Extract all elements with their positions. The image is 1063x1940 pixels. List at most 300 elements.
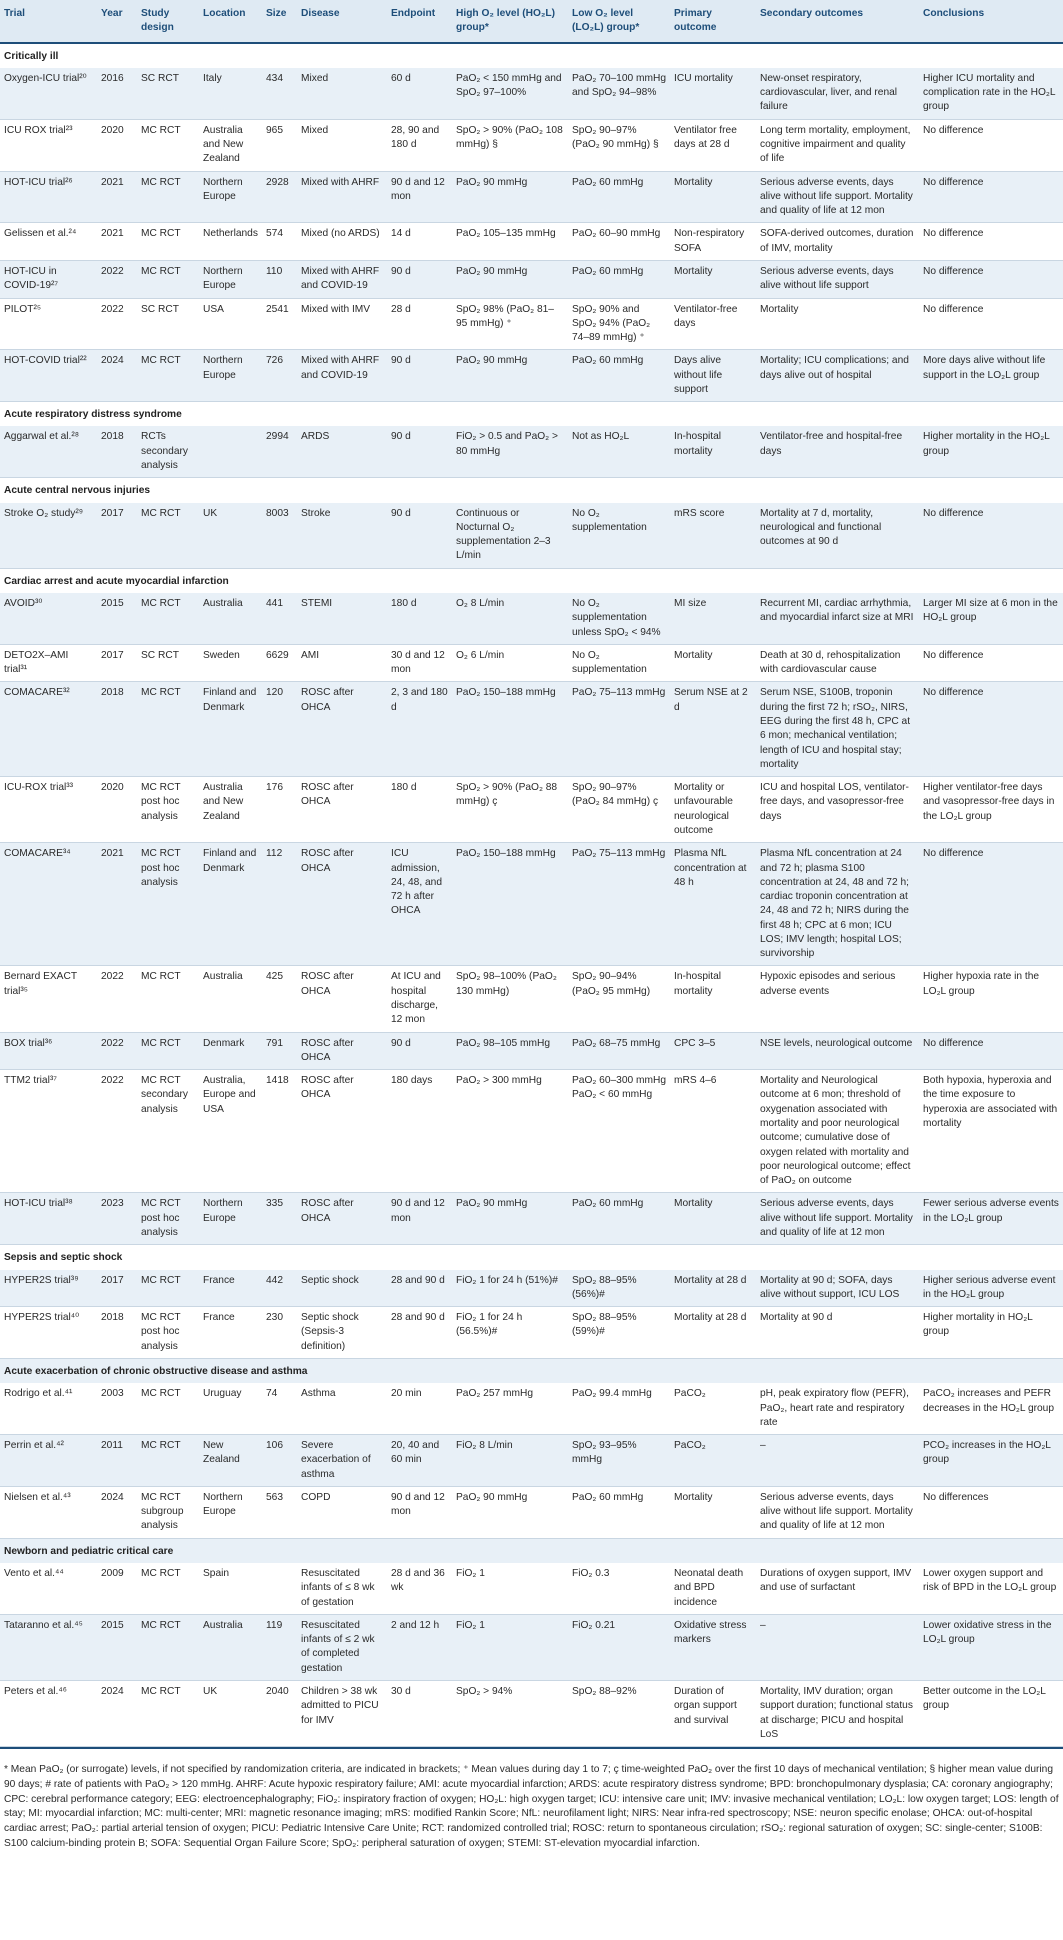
cell-year: 2017 <box>97 503 137 569</box>
cell-year: 2015 <box>97 593 137 644</box>
cell-study-design: MC RCT <box>137 1563 199 1614</box>
cell-low-o2: PaO₂ 75–113 mmHg <box>568 682 670 777</box>
cell-high-o2: PaO₂ 98–105 mmHg <box>452 1032 568 1070</box>
cell-trial: Rodrigo et al.⁴¹ <box>0 1383 97 1434</box>
cell-high-o2: PaO₂ 90 mmHg <box>452 1193 568 1245</box>
cell-year: 2022 <box>97 966 137 1032</box>
cell-study-design: MC RCT <box>137 350 199 402</box>
table-row <box>0 843 1063 966</box>
cell-high-o2: FiO₂ 1 <box>452 1563 568 1614</box>
cell-trial: COMACARE³² <box>0 682 97 777</box>
cell-low-o2: No O₂ supplementation unless SpO₂ < 94% <box>568 593 670 644</box>
header-year: Year <box>97 0 137 43</box>
cell-conclusions: No difference <box>919 644 1063 682</box>
cell-year: 2022 <box>97 260 137 298</box>
cell-primary-outcome: mRS score <box>670 503 756 569</box>
cell-low-o2: FiO₂ 0.21 <box>568 1614 670 1680</box>
table-row <box>0 426 1063 477</box>
table-row <box>0 1193 1063 1245</box>
cell-endpoint: 30 d <box>387 1681 452 1747</box>
cell-year: 2011 <box>97 1435 137 1487</box>
cell-size: 965 <box>262 119 297 171</box>
section-header <box>0 568 1063 593</box>
header-low-o2: Low O₂ level (LO₂L) group* <box>568 0 670 43</box>
cell-location: UK <box>199 1681 262 1747</box>
header-secondary-outcomes: Secondary outcomes <box>756 0 919 43</box>
cell-secondary-outcomes: Hypoxic episodes and serious adverse events <box>756 966 919 1032</box>
cell-secondary-outcomes: pH, peak expiratory flow (PEFR), PaO₂, heart rate and respiratory rate <box>756 1383 919 1434</box>
cell-high-o2: PaO₂ < 150 mmHg and SpO₂ 97–100% <box>452 68 568 119</box>
table-row <box>0 644 1063 682</box>
cell-location: Australia and New Zealand <box>199 777 262 843</box>
cell-secondary-outcomes: Serious adverse events, days alive without life support <box>756 260 919 298</box>
cell-secondary-outcomes: SOFA-derived outcomes, duration of IMV, mortality <box>756 223 919 261</box>
cell-size: 120 <box>262 682 297 777</box>
cell-secondary-outcomes: Death at 30 d, rehospitalization with cardiovascular cause <box>756 644 919 682</box>
cell-low-o2: PaO₂ 60–90 mmHg <box>568 223 670 261</box>
cell-primary-outcome: Serum NSE at 2 d <box>670 682 756 777</box>
cell-high-o2: PaO₂ 105–135 mmHg <box>452 223 568 261</box>
cell-year: 2020 <box>97 777 137 843</box>
cell-location: UK <box>199 503 262 569</box>
cell-year: 2023 <box>97 1193 137 1245</box>
table-row <box>0 1307 1063 1359</box>
cell-endpoint: 180 d <box>387 777 452 843</box>
cell-primary-outcome: PaCO₂ <box>670 1435 756 1487</box>
cell-secondary-outcomes: Recurrent MI, cardiac arrhythmia, and myocardial infarct size at MRI <box>756 593 919 644</box>
cell-endpoint: 28 d and 36 wk <box>387 1563 452 1614</box>
table-row <box>0 298 1063 350</box>
cell-trial: COMACARE³⁴ <box>0 843 97 966</box>
cell-secondary-outcomes: Serum NSE, S100B, troponin during the first 72 h; rSO₂, NIRS, EEG during the first 48 h, CPC at 6 mon; mechanical ventilation; length of ICU and hospital stay; mortality <box>756 682 919 777</box>
cell-high-o2: SpO₂ 98–100% (PaO₂ 130 mmHg) <box>452 966 568 1032</box>
cell-year: 2024 <box>97 1486 137 1538</box>
cell-year: 2022 <box>97 1032 137 1070</box>
cell-study-design: SC RCT <box>137 298 199 350</box>
cell-trial: TTM2 trial³⁷ <box>0 1070 97 1193</box>
cell-conclusions: No difference <box>919 260 1063 298</box>
cell-secondary-outcomes: Mortality; ICU complications; and days alive out of hospital <box>756 350 919 402</box>
cell-year: 2009 <box>97 1563 137 1614</box>
section-title: Acute respiratory distress syndrome <box>0 402 1063 427</box>
cell-disease: Mixed <box>297 119 387 171</box>
cell-location: Finland and Denmark <box>199 682 262 777</box>
cell-size: 119 <box>262 1614 297 1680</box>
cell-endpoint: 60 d <box>387 68 452 119</box>
cell-size: 2541 <box>262 298 297 350</box>
cell-high-o2: FiO₂ 1 <box>452 1614 568 1680</box>
cell-primary-outcome: CPC 3–5 <box>670 1032 756 1070</box>
cell-disease: ARDS <box>297 426 387 477</box>
cell-conclusions: No difference <box>919 171 1063 223</box>
cell-conclusions: Lower oxygen support and risk of BPD in the LO₂L group <box>919 1563 1063 1614</box>
cell-trial: Aggarwal et al.²⁸ <box>0 426 97 477</box>
cell-primary-outcome: Mortality <box>670 644 756 682</box>
cell-secondary-outcomes: Long term mortality, employment, cognitive impairment and quality of life <box>756 119 919 171</box>
cell-endpoint: 20, 40 and 60 min <box>387 1435 452 1487</box>
cell-conclusions: No difference <box>919 298 1063 350</box>
cell-endpoint: 90 d <box>387 1032 452 1070</box>
cell-primary-outcome: Oxidative stress markers <box>670 1614 756 1680</box>
table-body <box>0 43 1063 1747</box>
cell-secondary-outcomes: NSE levels, neurological outcome <box>756 1032 919 1070</box>
cell-trial: HYPER2S trial³⁹ <box>0 1270 97 1307</box>
cell-trial: HOT-ICU trial³⁸ <box>0 1193 97 1245</box>
cell-high-o2: O₂ 8 L/min <box>452 593 568 644</box>
table-row <box>0 68 1063 119</box>
table-row <box>0 682 1063 777</box>
cell-trial: Oxygen-ICU trial²⁰ <box>0 68 97 119</box>
cell-low-o2: FiO₂ 0.3 <box>568 1563 670 1614</box>
cell-secondary-outcomes: Plasma NfL concentration at 24 and 72 h; plasma S100 concentration at 24, 48 and 72 h; cardiac troponin concentration at 24, 48 and 72 h; NIRS during the first 48 h; CPC at 6 mon; ICU LOS; IMV length; hospital LOS; survivorship <box>756 843 919 966</box>
cell-disease: ROSC after OHCA <box>297 777 387 843</box>
cell-high-o2: SpO₂ > 90% (PaO₂ 108 mmHg) § <box>452 119 568 171</box>
cell-trial: Gelissen et al.²⁴ <box>0 223 97 261</box>
cell-size: 110 <box>262 260 297 298</box>
cell-conclusions: Higher mortality in the HO₂L group <box>919 426 1063 477</box>
cell-trial: Tataranno et al.⁴⁵ <box>0 1614 97 1680</box>
table-row <box>0 1383 1063 1434</box>
cell-study-design: SC RCT <box>137 68 199 119</box>
cell-study-design: MC RCT secondary analysis <box>137 1070 199 1193</box>
table-row <box>0 260 1063 298</box>
cell-year: 2024 <box>97 350 137 402</box>
cell-conclusions: Higher ICU mortality and complication rate in the HO₂L group <box>919 68 1063 119</box>
cell-high-o2: PaO₂ 257 mmHg <box>452 1383 568 1434</box>
cell-low-o2: PaO₂ 60 mmHg <box>568 350 670 402</box>
cell-study-design: MC RCT <box>137 1681 199 1747</box>
cell-trial: PILOT²⁵ <box>0 298 97 350</box>
cell-study-design: SC RCT <box>137 644 199 682</box>
cell-high-o2: FiO₂ 1 for 24 h (51%)# <box>452 1270 568 1307</box>
cell-year: 2018 <box>97 1307 137 1359</box>
cell-size: 2994 <box>262 426 297 477</box>
cell-high-o2: O₂ 6 L/min <box>452 644 568 682</box>
cell-disease: ROSC after OHCA <box>297 1193 387 1245</box>
cell-low-o2: SpO₂ 93–95% mmHg <box>568 1435 670 1487</box>
cell-location: Australia <box>199 966 262 1032</box>
cell-location: Australia <box>199 593 262 644</box>
cell-secondary-outcomes: Mortality at 90 d; SOFA, days alive without support, ICU LOS <box>756 1270 919 1307</box>
section-title: Sepsis and septic shock <box>0 1245 1063 1270</box>
table-row <box>0 966 1063 1032</box>
cell-disease: Asthma <box>297 1383 387 1434</box>
cell-conclusions: PaCO₂ increases and PEFR decreases in the HO₂L group <box>919 1383 1063 1434</box>
cell-size: 2928 <box>262 171 297 223</box>
table-row <box>0 503 1063 569</box>
cell-endpoint: 90 d <box>387 503 452 569</box>
cell-endpoint: 28 and 90 d <box>387 1270 452 1307</box>
cell-disease: COPD <box>297 1486 387 1538</box>
table-header-row <box>0 0 1063 43</box>
cell-study-design: MC RCT post hoc analysis <box>137 777 199 843</box>
cell-size: 335 <box>262 1193 297 1245</box>
table-row <box>0 119 1063 171</box>
cell-size: 106 <box>262 1435 297 1487</box>
cell-disease: Septic shock (Sepsis-3 definition) <box>297 1307 387 1359</box>
cell-trial: Perrin et al.⁴² <box>0 1435 97 1487</box>
cell-trial: ICU-ROX trial³³ <box>0 777 97 843</box>
cell-primary-outcome: Mortality at 28 d <box>670 1307 756 1359</box>
cell-trial: Vento et al.⁴⁴ <box>0 1563 97 1614</box>
cell-secondary-outcomes: ICU and hospital LOS, ventilator-free days, and vasopressor-free days <box>756 777 919 843</box>
cell-size: 8003 <box>262 503 297 569</box>
cell-disease: Children > 38 wk admitted to PICU for IMV <box>297 1681 387 1747</box>
cell-trial: HOT-COVID trial²² <box>0 350 97 402</box>
cell-year: 2017 <box>97 644 137 682</box>
cell-study-design: MC RCT post hoc analysis <box>137 1193 199 1245</box>
cell-conclusions: Lower oxidative stress in the LO₂L group <box>919 1614 1063 1680</box>
cell-conclusions: Higher mortality in HO₂L group <box>919 1307 1063 1359</box>
cell-location: Italy <box>199 68 262 119</box>
cell-location: Netherlands <box>199 223 262 261</box>
cell-year: 2021 <box>97 223 137 261</box>
cell-disease: ROSC after OHCA <box>297 843 387 966</box>
cell-trial: BOX trial³⁶ <box>0 1032 97 1070</box>
cell-size: 441 <box>262 593 297 644</box>
section-header <box>0 402 1063 427</box>
cell-secondary-outcomes: Ventilator-free and hospital-free days <box>756 426 919 477</box>
cell-study-design: MC RCT <box>137 593 199 644</box>
cell-endpoint: At ICU and hospital discharge, 12 mon <box>387 966 452 1032</box>
cell-low-o2: No O₂ supplementation <box>568 503 670 569</box>
cell-study-design: MC RCT <box>137 966 199 1032</box>
cell-primary-outcome: Duration of organ support and survival <box>670 1681 756 1747</box>
cell-location: Spain <box>199 1563 262 1614</box>
cell-endpoint: 90 d <box>387 260 452 298</box>
cell-primary-outcome: Days alive without life support <box>670 350 756 402</box>
cell-endpoint: 2, 3 and 180 d <box>387 682 452 777</box>
cell-study-design: MC RCT <box>137 171 199 223</box>
cell-location: Northern Europe <box>199 1486 262 1538</box>
cell-study-design: MC RCT <box>137 260 199 298</box>
cell-primary-outcome: Non-respiratory SOFA <box>670 223 756 261</box>
cell-high-o2: PaO₂ > 300 mmHg <box>452 1070 568 1193</box>
cell-size: 442 <box>262 1270 297 1307</box>
cell-secondary-outcomes: Mortality and Neurological outcome at 6 mon; threshold of oxygenation associated with mortality and poor neurological outcome; cumulative dose of oxygen related with mortality and poor neurological outcome; effect of PaO₂ on outcome <box>756 1070 919 1193</box>
cell-conclusions: More days alive without life support in the LO₂L group <box>919 350 1063 402</box>
cell-high-o2: FiO₂ 1 for 24 h (56.5%)# <box>452 1307 568 1359</box>
cell-endpoint: 2 and 12 h <box>387 1614 452 1680</box>
section-title: Critically ill <box>0 43 1063 68</box>
cell-primary-outcome: Mortality or unfavourable neurological outcome <box>670 777 756 843</box>
cell-secondary-outcomes: Serious adverse events, days alive without life support. Mortality and quality of life at 12 mon <box>756 1193 919 1245</box>
cell-study-design: RCTs secondary analysis <box>137 426 199 477</box>
cell-conclusions: No difference <box>919 843 1063 966</box>
cell-study-design: MC RCT <box>137 1270 199 1307</box>
footnote: * Mean PaO₂ (or surrogate) levels, if not specified by randomization criteria, are indicated in brackets; ⁺ Mean values during day 1 to 7; ç time-weighted PaO₂ over the first 10 days of mechanical ventilation; § higher mean value during 90 days; # rate of patients with PaO₂ > 120 mmHg. AHRF: Acute hypoxic respiratory failure; AMI: acute myocardial infarction; ARDS: acute respiratory distress syndrome; BPD: bronchopulmonary dysplasia; CA: coronary angiography; CPC: cerebral performance category; EEG: electroencephalography; FiO₂: inspiratory fraction of oxygen; HO₂L: high oxygen target; ICU: intensive care unit; IMV: invasive mechanical ventilation; LO₂L: low oxygen target; LOS: length of stay; MI: myocardial infarction; MC: multi-center; MRI: magnetic resonance imaging; mRS: modified Rankin Score; NfL: neurofilament light; NIRS: Near infra-red spectroscopy; NSE: neuron specific enolase; OHCA: out-of-hospital cardiac arrest; PaO₂: partial arterial tension of oxygen; PICU: Pediatric Intensive Care Unite; RCT: randomized controlled trial; ROSC: return to spontaneous circulation; rSO₂: regional saturation of oxygen; SC: single-center; S100B: S100 calcium-binding protein B; SOFA: Sequential Organ Failure Score; SpO₂: peripheral saturation of oxygen; STEMI: ST-elevation myocardial infarction. <box>0 1747 1063 1852</box>
cell-year: 2021 <box>97 843 137 966</box>
cell-conclusions: No differences <box>919 1486 1063 1538</box>
cell-disease: Severe exacerbation of asthma <box>297 1435 387 1487</box>
cell-size: 434 <box>262 68 297 119</box>
cell-trial: Stroke O₂ study²⁹ <box>0 503 97 569</box>
cell-low-o2: SpO₂ 90–97% (PaO₂ 84 mmHg) ç <box>568 777 670 843</box>
cell-disease: STEMI <box>297 593 387 644</box>
cell-study-design: MC RCT subgroup analysis <box>137 1486 199 1538</box>
table-row <box>0 1032 1063 1070</box>
cell-low-o2: PaO₂ 75–113 mmHg <box>568 843 670 966</box>
header-disease: Disease <box>297 0 387 43</box>
cell-conclusions: Higher ventilator-free days and vasopressor-free days in the LO₂L group <box>919 777 1063 843</box>
cell-low-o2: SpO₂ 90–94% (PaO₂ 95 mmHg) <box>568 966 670 1032</box>
cell-endpoint: 28 d <box>387 298 452 350</box>
cell-low-o2: No O₂ supplementation <box>568 644 670 682</box>
cell-primary-outcome: Neonatal death and BPD incidence <box>670 1563 756 1614</box>
cell-secondary-outcomes: Serious adverse events, days alive without life support. Mortality and quality of life at 12 mon <box>756 171 919 223</box>
cell-low-o2: Not as HO₂L <box>568 426 670 477</box>
cell-size: 425 <box>262 966 297 1032</box>
cell-endpoint: 90 d and 12 mon <box>387 171 452 223</box>
cell-primary-outcome: Mortality <box>670 171 756 223</box>
cell-primary-outcome: MI size <box>670 593 756 644</box>
cell-location: France <box>199 1307 262 1359</box>
cell-trial: HYPER2S trial⁴⁰ <box>0 1307 97 1359</box>
cell-size: 1418 <box>262 1070 297 1193</box>
cell-size <box>262 1563 297 1614</box>
cell-low-o2: PaO₂ 60 mmHg <box>568 260 670 298</box>
cell-high-o2: PaO₂ 150–188 mmHg <box>452 682 568 777</box>
cell-year: 2015 <box>97 1614 137 1680</box>
cell-low-o2: PaO₂ 60 mmHg <box>568 171 670 223</box>
header-primary-outcome: Primary outcome <box>670 0 756 43</box>
cell-disease: ROSC after OHCA <box>297 682 387 777</box>
table-row <box>0 171 1063 223</box>
cell-high-o2: PaO₂ 90 mmHg <box>452 1486 568 1538</box>
cell-primary-outcome: Ventilator free days at 28 d <box>670 119 756 171</box>
cell-low-o2: SpO₂ 88–95% (59%)# <box>568 1307 670 1359</box>
cell-trial: HOT-ICU trial²⁶ <box>0 171 97 223</box>
header-high-o2: High O₂ level (HO₂L) group* <box>452 0 568 43</box>
cell-year: 2018 <box>97 682 137 777</box>
cell-endpoint: 90 d <box>387 350 452 402</box>
cell-disease: Resuscitated infants of ≤ 8 wk of gestation <box>297 1563 387 1614</box>
cell-disease: Resuscitated infants of ≤ 2 wk of completed gestation <box>297 1614 387 1680</box>
cell-primary-outcome: PaCO₂ <box>670 1383 756 1434</box>
section-header <box>0 43 1063 68</box>
cell-year: 2017 <box>97 1270 137 1307</box>
cell-size: 726 <box>262 350 297 402</box>
cell-endpoint: 180 days <box>387 1070 452 1193</box>
cell-low-o2: PaO₂ 60 mmHg <box>568 1486 670 1538</box>
cell-primary-outcome: Plasma NfL concentration at 48 h <box>670 843 756 966</box>
cell-conclusions: No difference <box>919 223 1063 261</box>
cell-high-o2: PaO₂ 90 mmHg <box>452 171 568 223</box>
cell-disease: Stroke <box>297 503 387 569</box>
cell-disease: Septic shock <box>297 1270 387 1307</box>
cell-conclusions: Higher serious adverse event in the HO₂L group <box>919 1270 1063 1307</box>
table-row <box>0 1270 1063 1307</box>
cell-primary-outcome: Mortality <box>670 1193 756 1245</box>
cell-secondary-outcomes: Serious adverse events, days alive without life support. Mortality and quality of life at 12 mon <box>756 1486 919 1538</box>
cell-trial: Peters et al.⁴⁶ <box>0 1681 97 1747</box>
cell-trial: Nielsen et al.⁴³ <box>0 1486 97 1538</box>
cell-high-o2: SpO₂ > 94% <box>452 1681 568 1747</box>
cell-disease: Mixed <box>297 68 387 119</box>
cell-endpoint: 180 d <box>387 593 452 644</box>
cell-study-design: MC RCT <box>137 119 199 171</box>
cell-low-o2: PaO₂ 70–100 mmHg and SpO₂ 94–98% <box>568 68 670 119</box>
cell-study-design: MC RCT <box>137 1032 199 1070</box>
cell-location: Australia, Europe and USA <box>199 1070 262 1193</box>
cell-conclusions: No difference <box>919 1032 1063 1070</box>
cell-disease: ROSC after OHCA <box>297 1032 387 1070</box>
cell-endpoint: ICU admission, 24, 48, and 72 h after OHCA <box>387 843 452 966</box>
cell-location <box>199 426 262 477</box>
cell-primary-outcome: ICU mortality <box>670 68 756 119</box>
table-row <box>0 1563 1063 1614</box>
cell-low-o2: SpO₂ 90–97% (PaO₂ 90 mmHg) § <box>568 119 670 171</box>
header-conclusions: Conclusions <box>919 0 1063 43</box>
table-row <box>0 593 1063 644</box>
cell-conclusions: Fewer serious adverse events in the LO₂L group <box>919 1193 1063 1245</box>
cell-low-o2: PaO₂ 68–75 mmHg <box>568 1032 670 1070</box>
cell-size: 574 <box>262 223 297 261</box>
cell-low-o2: SpO₂ 90% and SpO₂ 94% (PaO₂ 74–89 mmHg) ⁺ <box>568 298 670 350</box>
cell-year: 2018 <box>97 426 137 477</box>
section-header <box>0 1358 1063 1383</box>
cell-primary-outcome: Mortality <box>670 260 756 298</box>
cell-location: Uruguay <box>199 1383 262 1434</box>
cell-conclusions: Larger MI size at 6 mon in the HO₂L group <box>919 593 1063 644</box>
cell-conclusions: No difference <box>919 682 1063 777</box>
cell-primary-outcome: mRS 4–6 <box>670 1070 756 1193</box>
cell-conclusions: No difference <box>919 503 1063 569</box>
cell-high-o2: SpO₂ > 90% (PaO₂ 88 mmHg) ç <box>452 777 568 843</box>
cell-conclusions: PCO₂ increases in the HO₂L group <box>919 1435 1063 1487</box>
cell-conclusions: Better outcome in the LO₂L group <box>919 1681 1063 1747</box>
cell-location: Denmark <box>199 1032 262 1070</box>
cell-endpoint: 28, 90 and 180 d <box>387 119 452 171</box>
header-trial: Trial <box>0 0 97 43</box>
cell-year: 2022 <box>97 1070 137 1193</box>
header-endpoint: Endpoint <box>387 0 452 43</box>
cell-primary-outcome: In-hospital mortality <box>670 966 756 1032</box>
cell-location: Northern Europe <box>199 350 262 402</box>
cell-trial: AVOID³⁰ <box>0 593 97 644</box>
cell-low-o2: PaO₂ 99.4 mmHg <box>568 1383 670 1434</box>
section-header <box>0 1245 1063 1270</box>
cell-high-o2: SpO₂ 98% (PaO₂ 81–95 mmHg) ⁺ <box>452 298 568 350</box>
cell-low-o2: PaO₂ 60 mmHg <box>568 1193 670 1245</box>
cell-size: 791 <box>262 1032 297 1070</box>
cell-size: 112 <box>262 843 297 966</box>
cell-size: 6629 <box>262 644 297 682</box>
cell-endpoint: 28 and 90 d <box>387 1307 452 1359</box>
cell-high-o2: PaO₂ 150–188 mmHg <box>452 843 568 966</box>
cell-endpoint: 20 min <box>387 1383 452 1434</box>
cell-secondary-outcomes: New-onset respiratory, cardiovascular, liver, and renal failure <box>756 68 919 119</box>
cell-primary-outcome: Mortality at 28 d <box>670 1270 756 1307</box>
table-row <box>0 777 1063 843</box>
cell-size: 74 <box>262 1383 297 1434</box>
cell-low-o2: SpO₂ 88–95% (56%)# <box>568 1270 670 1307</box>
cell-size: 176 <box>262 777 297 843</box>
cell-secondary-outcomes: Mortality <box>756 298 919 350</box>
section-title: Acute central nervous injuries <box>0 478 1063 503</box>
table-row <box>0 1486 1063 1538</box>
cell-study-design: MC RCT <box>137 503 199 569</box>
cell-high-o2: PaO₂ 90 mmHg <box>452 350 568 402</box>
cell-year: 2022 <box>97 298 137 350</box>
cell-primary-outcome: Mortality <box>670 1486 756 1538</box>
cell-high-o2: FiO₂ 8 L/min <box>452 1435 568 1487</box>
cell-disease: Mixed with AHRF and COVID-19 <box>297 350 387 402</box>
header-location: Location <box>199 0 262 43</box>
cell-primary-outcome: Ventilator-free days <box>670 298 756 350</box>
cell-study-design: MC RCT <box>137 223 199 261</box>
header-study-design: Study design <box>137 0 199 43</box>
